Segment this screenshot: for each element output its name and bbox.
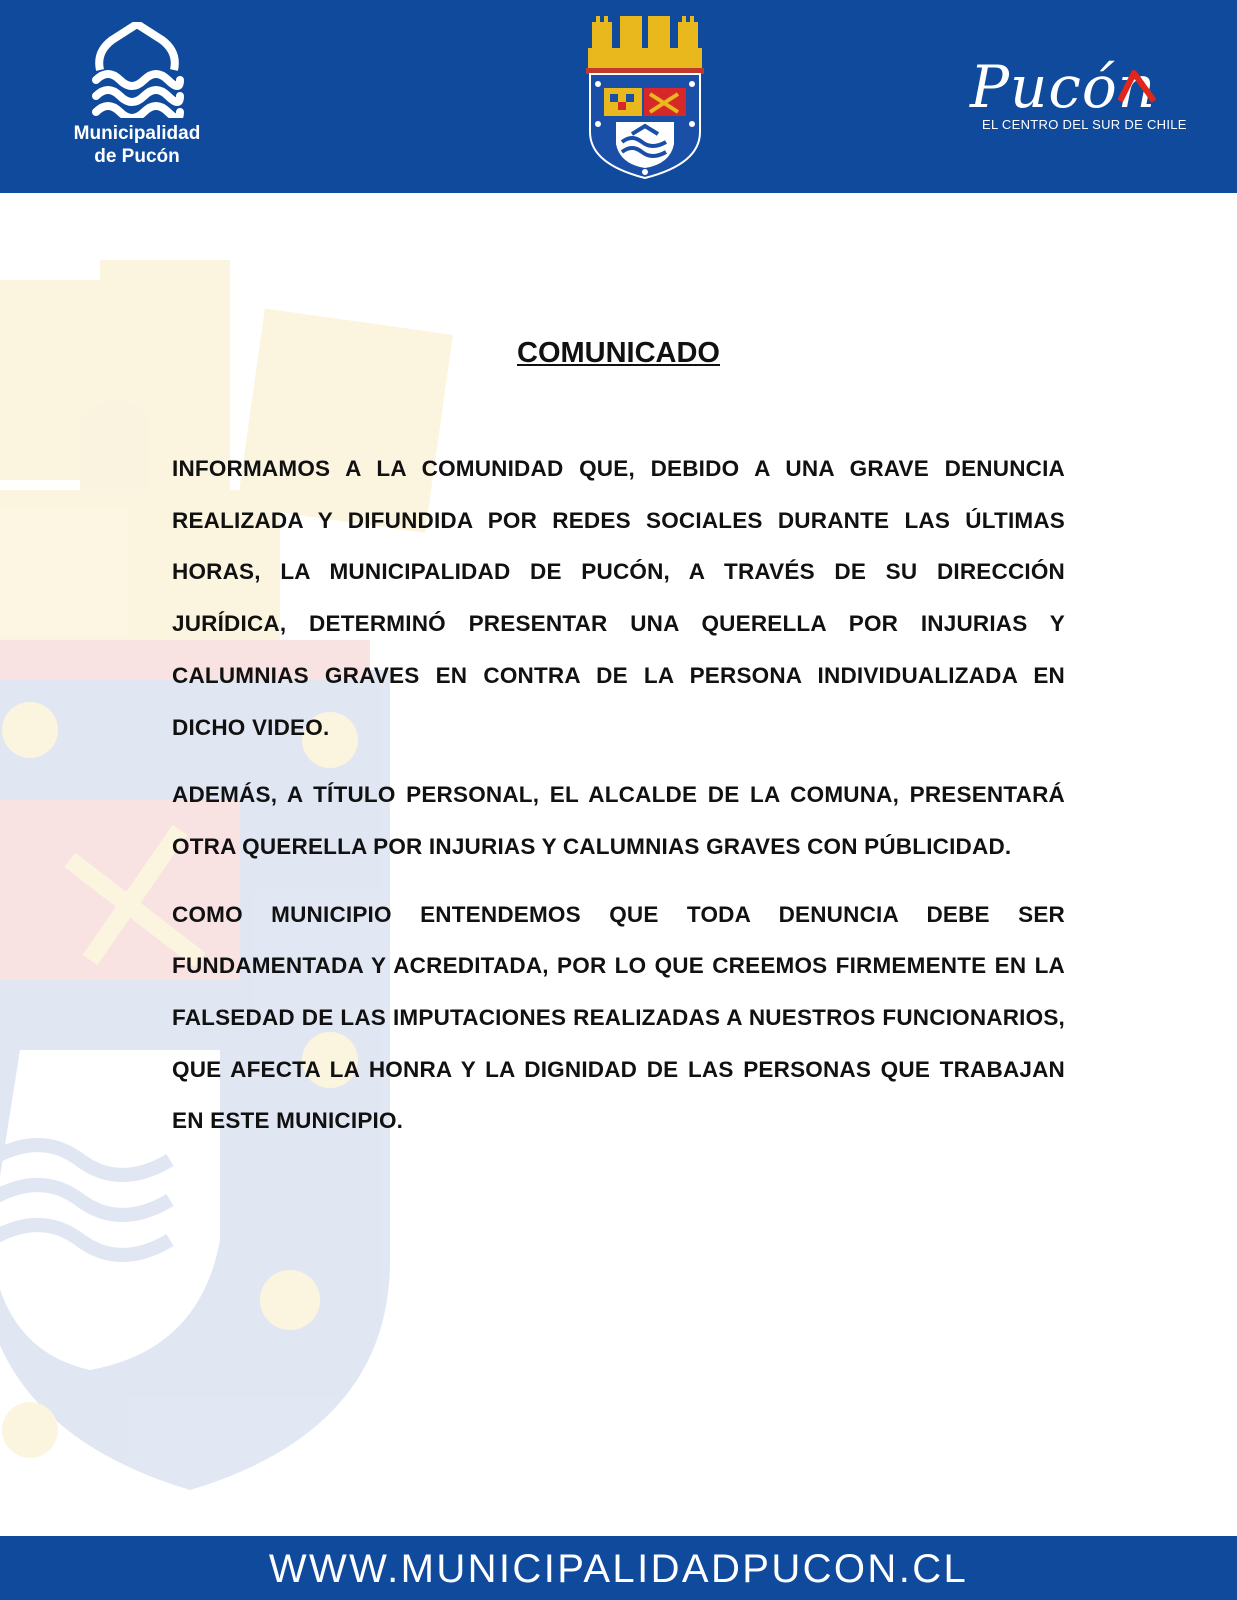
municipality-name-line2: de Pucón [94,146,180,167]
brand-name: Pucón [970,53,1157,121]
wave-house-logo-icon [90,22,184,118]
brand-tagline: EL CENTRO DEL SUR DE CHILE [982,117,1187,132]
paragraph-3: COMO MUNICIPIO ENTENDEMOS QUE TODA DENUNCIA DEBE SER FUNDAMENTADA Y ACREDITADA, POR LO QUE CREEMOS FIRMEMENTE EN LA FALSEDAD DE LAS IMPUTACIONES REALIZADAS A NUESTROS FUNCIONARIOS, QUE AFECTA LA HONRA Y LA DIGNIDAD DE LAS PERSONAS QUE TRABAJAN EN ESTE MUNICIPIO. [172,901,1065,1134]
header-banner [0,0,1237,193]
municipality-name-line1: Municipalidad [73,123,201,144]
municipality-logo [52,22,222,172]
document-body [172,335,1065,1147]
paragraph-1: INFORMAMOS A LA COMUNIDAD QUE, DEBIDO A UNA GRAVE DENUNCIA REALIZADA Y DIFUNDIDA POR REDES SOCIALES DURANTE LAS ÚLTIMAS HORAS, LA MUNICIPALIDAD DE PUCÓN, A TRAVÉS DE SU DIRECCIÓN JURÍDICA, DETERMINÓ PRESENTAR UNA QUERELLA POR INJURIAS Y CALUMNIAS GRAVES EN CONTRA DE LA PERSONA INDIVIDUALIZADA EN DICHO VIDEO. [172,456,1065,740]
footer-banner [0,1536,1237,1600]
volcano-mark-icon [1118,69,1156,103]
website-link[interactable]: WWW.MUNICIPALIDADPUCON.CL [268,1547,969,1591]
document-title: COMUNICADO [517,337,720,369]
pucon-brand-logo [970,55,1190,135]
paragraph-2: ADEMÁS, A TÍTULO PERSONAL, EL ALCALDE DE LA COMUNA, PRESENTARÁ OTRA QUERELLA POR INJURIAS Y CALUMNIAS GRAVES CON PÚBLICIDAD. [172,782,1065,859]
coat-of-arms-icon [586,14,704,180]
